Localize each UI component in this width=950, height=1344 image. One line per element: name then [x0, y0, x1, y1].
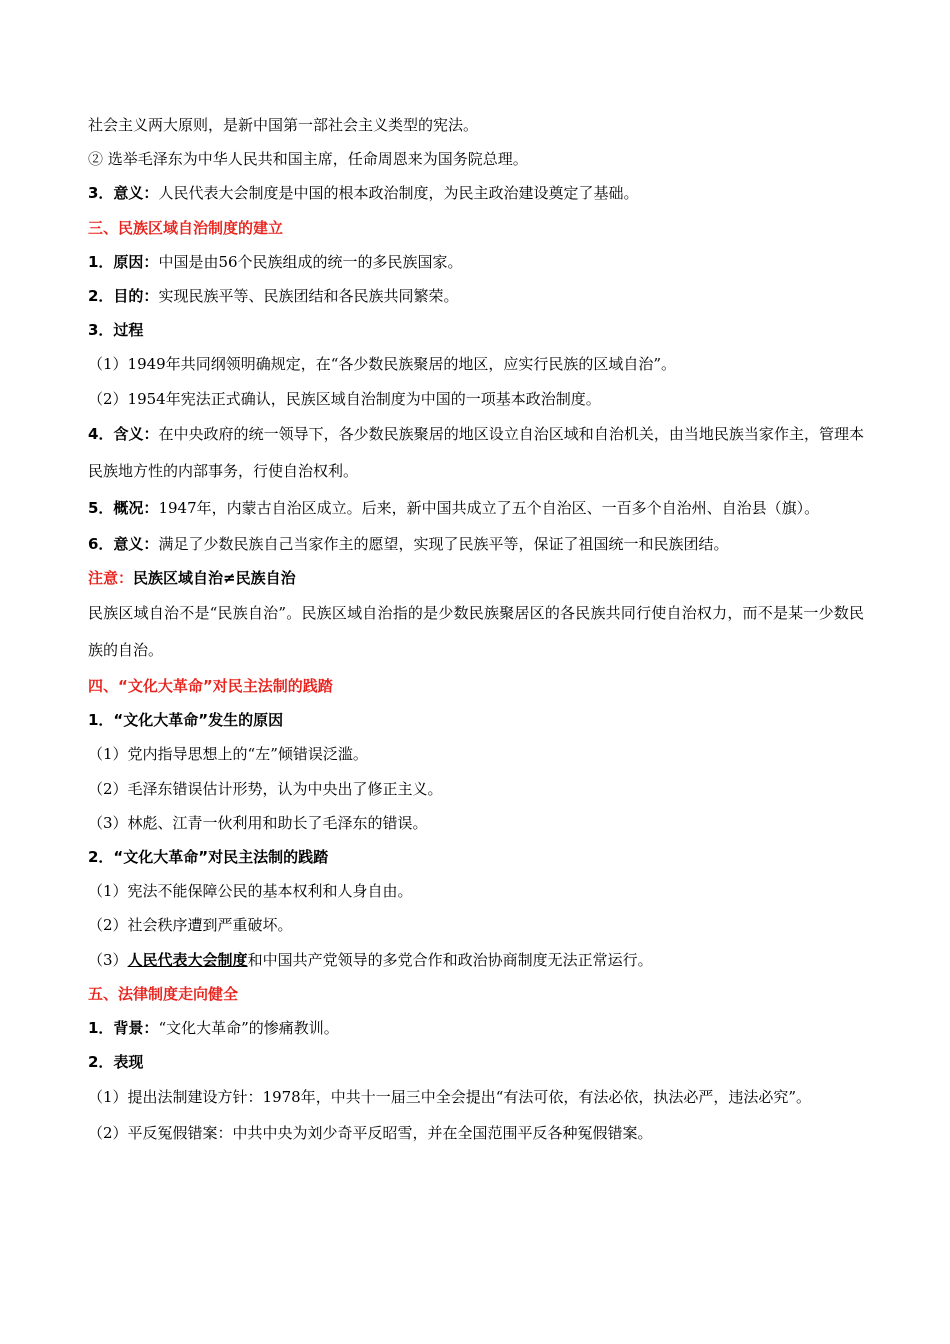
sub-item: （2）平反冤假错案：中共中央为刘少奇平反昭雪，并在全国范围平反各种冤假错案。: [88, 1124, 653, 1143]
sub-item: （1）提出法制建设方针：1978年，中共十一届三中全会提出“有法可依，有法必依，执法必严，违法必究”。: [88, 1088, 812, 1107]
paragraph: [88, 279, 864, 313]
section-heading-4: 四、“文化大革命”对民主法制的践踏: [88, 677, 333, 696]
item-text: 在中央政府的统一领导下，各少数民族聚居的地区设立自治区域和自治机关，由当地民族当家作主，管理本民族地方性的内部事务，行使自治权利。: [88, 424, 864, 480]
sub-item: （1）宪法不能保障公民的基本权利和人身自由。: [88, 882, 413, 901]
sub-item: [88, 943, 864, 977]
note-text: 民族区域自治不是“民族自治”。民族区域自治指的是少数民族聚居区的各民族共同行使自治权力，而不是某一少数民族的自治。: [88, 604, 864, 660]
paragraph: ② 选举毛泽东为中华人民共和国主席，任命周恩来为国务院总理。: [88, 150, 528, 169]
item-label: 2．表现: [88, 1053, 144, 1072]
item-label: 3．过程: [88, 321, 144, 340]
paragraph: [88, 416, 864, 490]
item-text: 人民代表大会制度是中国的根本政治制度，为民主政治建设奠定了基础。: [158, 184, 639, 203]
item-text: “文化大革命”的惨痛教训。: [158, 1018, 339, 1037]
document-page: [88, 108, 864, 1151]
sub-item-text: 和中国共产党领导的多党合作和政治协商制度无法正常运行。: [247, 950, 653, 969]
item-label: 1．背景：: [88, 1018, 159, 1037]
sub-item: （2）社会秩序遭到严重破坏。: [88, 916, 293, 935]
sub-item: （2）毛泽东错误估计形势，认为中央出了修正主义。: [88, 779, 443, 798]
note-heading: [88, 561, 864, 595]
paragraph: [88, 1011, 864, 1045]
item-label: 1．“文化大革命”发生的原因: [88, 711, 284, 730]
item-label: 5．概况：: [88, 498, 159, 517]
sub-item: （1）党内指导思想上的“左”倾错误泛滥。: [88, 745, 368, 764]
section-heading-3: 三、民族区域自治制度的建立: [88, 218, 284, 237]
paragraph: [88, 527, 864, 561]
note-title: 民族区域自治≠民族自治: [133, 568, 296, 587]
item-label: 3．意义：: [88, 184, 159, 203]
paragraph: 社会主义两大原则，是新中国第一部社会主义类型的宪法。: [88, 116, 479, 134]
paragraph: [88, 245, 864, 279]
item-text: 实现民族平等、民族团结和各民族共同繁荣。: [158, 286, 459, 305]
item-label: 1．原因：: [88, 252, 159, 271]
underlined-term: 人民代表大会制度: [127, 950, 248, 969]
section-heading-5: 五、法律制度走向健全: [88, 984, 239, 1003]
sub-item: （1）1949年共同纲领明确规定，在“各少数民族聚居的地区，应实行民族的区域自治”。: [88, 355, 677, 374]
sub-item-prefix: （3）: [88, 950, 128, 969]
note-label: 注意：: [88, 568, 134, 587]
item-text: 满足了少数民族自己当家作主的愿望，实现了民族平等，保证了祖国统一和民族团结。: [158, 534, 729, 553]
paragraph: [88, 490, 864, 527]
item-label: 4．含义：: [88, 424, 159, 443]
item-label: 6．意义：: [88, 534, 159, 553]
paragraph: [88, 176, 864, 210]
item-label: 2．“文化大革命”对民主法制的践踏: [88, 848, 329, 866]
sub-item: （2）1954年宪法正式确认，民族区域自治制度为中国的一项基本政治制度。: [88, 389, 601, 408]
item-text: 中国是由56个民族组成的统一的多民族国家。: [158, 252, 463, 271]
item-text: 1947年，内蒙古自治区成立。后来，新中国共成立了五个自治区、一百多个自治州、自治县（旗）。: [158, 498, 820, 517]
item-label: 2．目的：: [88, 286, 159, 305]
sub-item: （3）林彪、江青一伙利用和助长了毛泽东的错误。: [88, 813, 428, 832]
